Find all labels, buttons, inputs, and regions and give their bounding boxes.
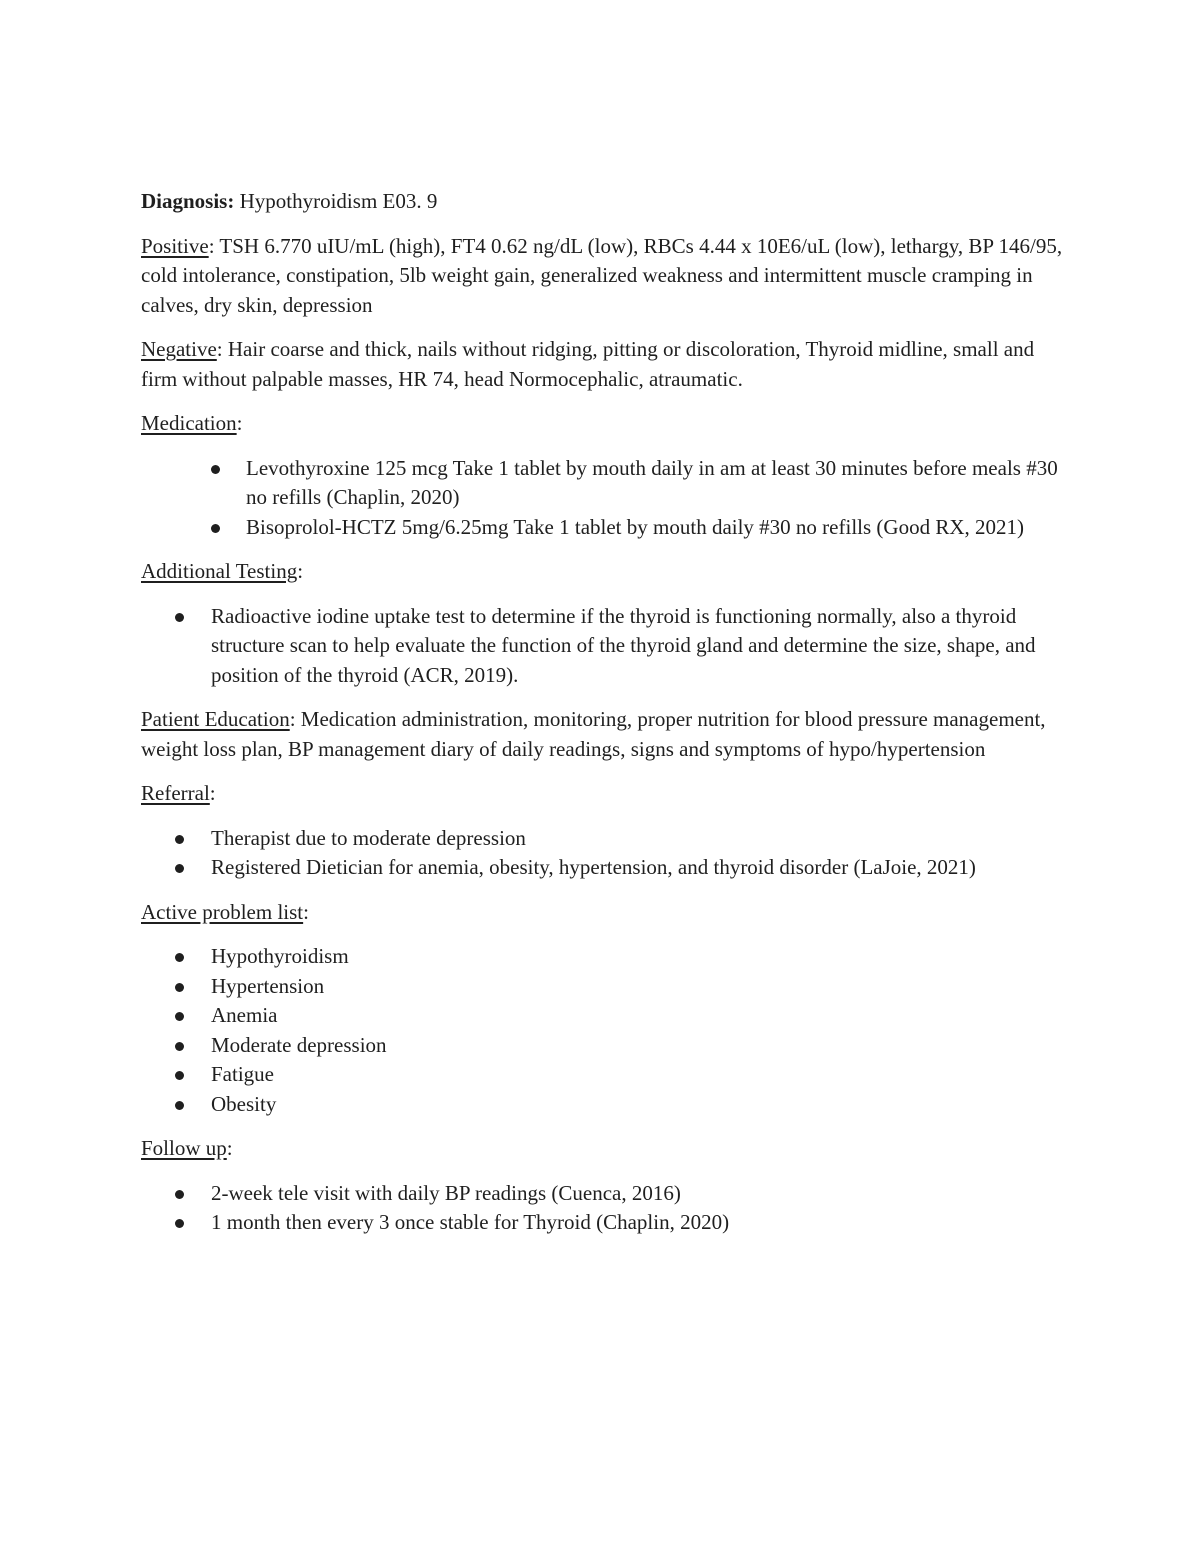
problems-label: Active problem list [141,899,304,924]
medication-item: Bisoprolol-HCTZ 5mg/6.25mg Take 1 tablet by mouth daily #30 no refills (Good RX, 2021) [246,514,1024,539]
list-item [141,1031,1070,1061]
positive-text: : TSH 6.770 uIU/mL (high), FT4 0.62 ng/dL (low), RBCs 4.44 x 10E6/uL (low), lethargy, BP 146/95, cold intolerance, constipation, 5lb weight gain, generalized weakness and intermittent muscle cramping in calves, dry skin, depression [141,233,1063,317]
medication-heading [141,409,1070,439]
bullet-icon [211,465,220,474]
list-item [141,1179,1070,1209]
problem-item: Obesity [211,1091,277,1116]
referral-list [141,824,1070,883]
problem-item: Hypertension [211,973,325,998]
bullet-icon [175,953,184,962]
list-item [141,1001,1070,1031]
followup-label: Follow up [141,1136,227,1160]
list-item [141,602,1070,691]
followup-item: 1 month then every 3 once stable for Thyroid (Chaplin, 2020) [211,1210,730,1234]
problems-heading [141,898,1070,928]
testing-label: Additional Testing [141,559,298,583]
list-item [141,972,1070,1002]
list-item [141,454,1070,513]
bullet-icon [211,524,220,533]
medication-label: Medication [141,411,237,435]
list-item [141,513,1070,543]
bullet-icon [175,613,184,622]
bullet-icon [175,1101,184,1110]
bullet-icon [175,1071,184,1080]
followup-heading [141,1134,1070,1164]
referral-item: Registered Dietician for anemia, obesity, hypertension, and thyroid disorder (LaJoie, 2021) [211,855,976,879]
bullet-icon [175,983,184,992]
positive-paragraph [141,232,1070,321]
positive-label: Positive [141,233,209,258]
list-item [141,1090,1070,1120]
followup-list [141,1179,1070,1238]
testing-colon: : [297,559,304,583]
medication-item: Levothyroxine 125 mcg Take 1 tablet by mouth daily in am at least 30 minutes before meals #30 no refills (Chaplin, 2020) [246,455,1058,509]
diagnosis-text: Hypothyroidism E03. 9 [234,189,438,213]
problem-item: Moderate depression [211,1032,387,1057]
diagnosis-paragraph [141,187,1070,217]
medication-list [141,454,1070,543]
referral-label: Referral [141,781,210,805]
referral-item: Therapist due to moderate depression [211,825,526,850]
bullet-icon [175,1190,184,1199]
negative-text: : Hair coarse and thick, nails without ridging, pitting or discoloration, Thyroid midline, small and firm without palpable masses, HR 74, head Normocephalic, atraumatic. [141,337,1035,391]
referral-heading [141,779,1070,809]
negative-paragraph [141,335,1070,394]
testing-heading [141,557,1070,587]
list-item [141,853,1070,883]
education-text: : Medication administration, monitoring, proper nutrition for blood pressure management, weight loss plan, BP management diary of daily readings, signs and symptoms of hypo/hypertension [141,707,1046,761]
followup-item: 2-week tele visit with daily BP readings (Cuenca, 2016) [211,1180,681,1205]
list-item [141,1060,1070,1090]
problems-colon: : [303,899,309,924]
problem-item: Fatigue [211,1062,274,1086]
negative-label: Negative [141,337,217,361]
problem-item: Hypothyroidism [211,944,349,968]
testing-item: Radioactive iodine uptake test to determine if the thyroid is functioning normally, also a thyroid structure scan to help evaluate the function of the thyroid gland and determine the size, shape, and position of the thyroid (ACR, 2019). [211,603,1036,687]
list-item [141,824,1070,854]
education-paragraph [141,705,1070,764]
education-label: Patient Education [141,707,290,731]
problems-list [141,942,1070,1119]
followup-colon: : [226,1136,233,1160]
referral-colon: : [209,781,216,805]
bullet-icon [175,1042,184,1051]
bullet-icon [175,864,184,873]
bullet-icon [175,1219,184,1228]
bullet-icon [175,835,184,844]
testing-list [141,602,1070,691]
bullet-icon [175,1012,184,1021]
problem-item: Anemia [211,1003,278,1027]
medication-colon: : [236,411,243,435]
list-item [141,1208,1070,1238]
list-item [141,942,1070,972]
diagnosis-label: Diagnosis: [141,189,235,213]
